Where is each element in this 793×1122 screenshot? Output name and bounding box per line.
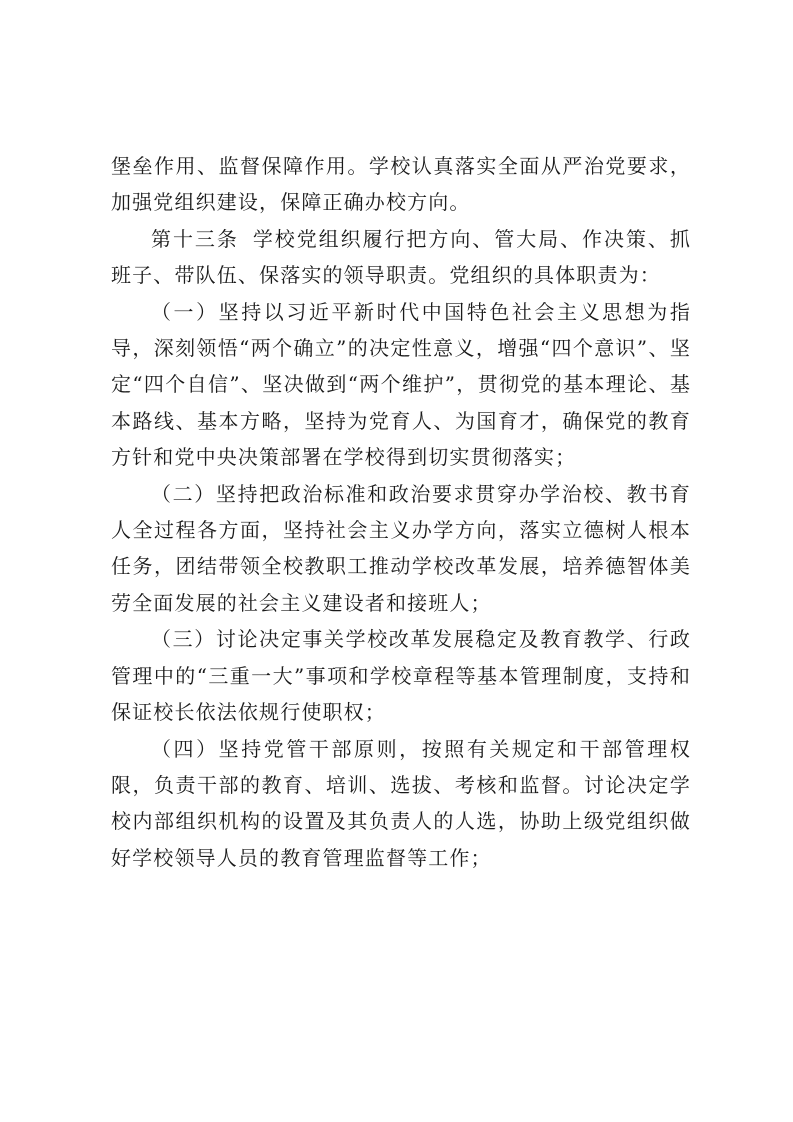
paragraph-item-4: （四）坚持党管干部原则，按照有关规定和干部管理权限，负责干部的教育、培训、选拔、考核和监督。讨论决定学校内部组织机构的设置及其负责人的人选，协助上级党组织做好学校领导人员的教育管理监督等工作； <box>111 736 691 870</box>
paragraph-article-13 <box>111 221 691 294</box>
document-body <box>111 148 691 876</box>
paragraph-item-3: （三）讨论决定事关学校改革发展稳定及教育教学、行政管理中的“三重一大”事项和学校章程等基本管理制度，支持和保证校长依法依规行使职权； <box>111 627 691 725</box>
paragraph-item-2: （二）坚持把政治标准和政治要求贯穿办学治校、教书育人全过程各方面，坚持社会主义办学方向，落实立德树人根本任务，团结带领全校教职工推动学校改革发展，培养德智体美劳全面发展的社会主义建设者和接班人； <box>111 481 691 615</box>
paragraph-item-1: （一）坚持以习近平新时代中国特色社会主义思想为指导，深刻领悟“两个确立”的决定性意义，增强“四个意识”、坚定“四个自信”、坚决做到“两个维护”，贯彻党的基本理论、基本路线、基本方略，坚持为党育人、为国育才，确保党的教育方针和党中央决策部署在学校得到切实贯彻落实； <box>111 299 691 470</box>
article-label: 第十三条 <box>151 226 239 251</box>
paragraph-continuation: 堡垒作用、监督保障作用。学校认真落实全面从严治党要求，加强党组织建设，保障正确办校方向。 <box>111 154 691 215</box>
article-13-text: 学校党组织履行把方向、管大局、作决策、抓班子、带队伍、保落实的领导职责。党组织的具体职责为： <box>111 226 692 288</box>
